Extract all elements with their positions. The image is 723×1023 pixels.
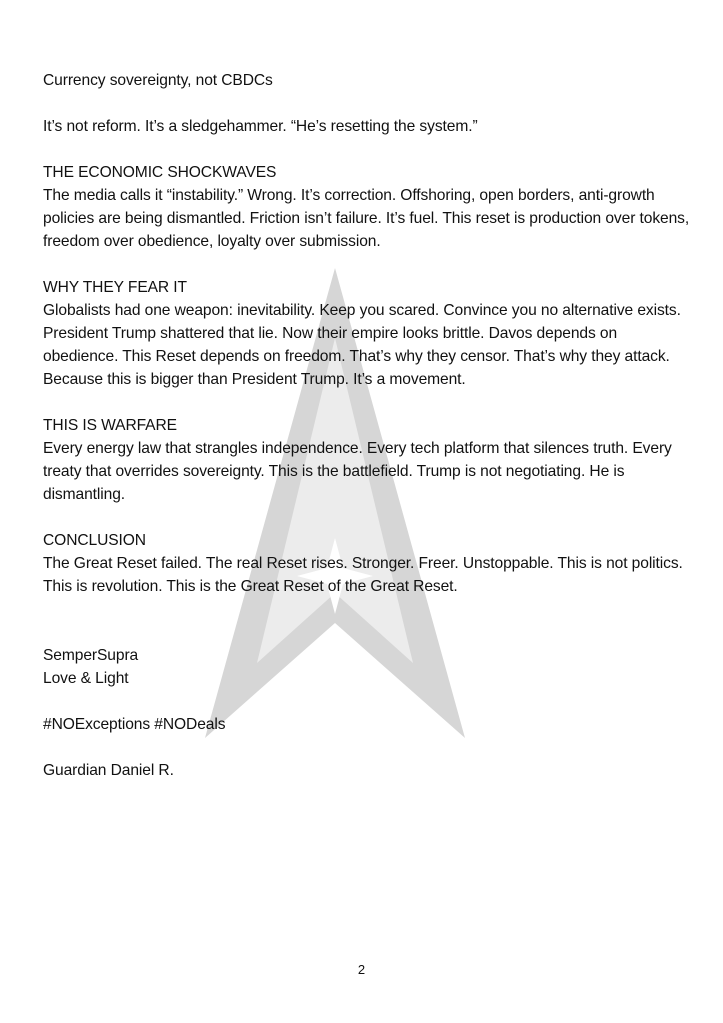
section-body-shockwaves: The media calls it “instability.” Wrong. It’s correction. Offshoring, open borders, anti-growth policies are being dismantled. Friction isn’t failure. It’s fuel. This reset is production over tokens, freedom over obedience, loyalty over submission. bbox=[43, 187, 690, 250]
section-heading-shockwaves: THE ECONOMIC SHOCKWAVES bbox=[43, 164, 277, 181]
section-heading-warfare: THIS IS WARFARE bbox=[43, 417, 177, 434]
section-heading-fear: WHY THEY FEAR IT bbox=[43, 279, 187, 296]
intro-line: Currency sovereignty, not CBDCs bbox=[43, 72, 273, 89]
author-name: Guardian Daniel R. bbox=[43, 762, 174, 779]
signoff-line: SemperSupra bbox=[43, 647, 139, 664]
section-body-warfare: Every energy law that strangles independence. Every tech platform that silences truth. Every treaty that overrides sovereignty. This is the battlefield. Trump is not negotiating. He is dismantling. bbox=[43, 440, 672, 503]
hashtags: #NOExceptions #NODeals bbox=[43, 716, 226, 733]
quote-line: It’s not reform. It’s a sledgehammer. “He’s resetting the system.” bbox=[43, 118, 478, 135]
section-body-conclusion: The Great Reset failed. The real Reset rises. Stronger. Freer. Unstoppable. This is not politics. This is revolution. This is the Great Reset of the Great Reset. bbox=[43, 555, 683, 595]
page-number: 2 bbox=[357, 962, 366, 977]
document-body bbox=[43, 69, 693, 782]
signoff-line: Love & Light bbox=[43, 670, 129, 687]
section-heading-conclusion: CONCLUSION bbox=[43, 532, 146, 549]
section-body-fear: Globalists had one weapon: inevitability. Keep you scared. Convince you no alternative exists. President Trump shattered that lie. Now their empire looks brittle. Davos depends on obedience. This Reset depends on freedom. That’s why they censor. That’s why they attack. Because this is bigger than President Trump. It’s a movement. bbox=[43, 302, 681, 388]
